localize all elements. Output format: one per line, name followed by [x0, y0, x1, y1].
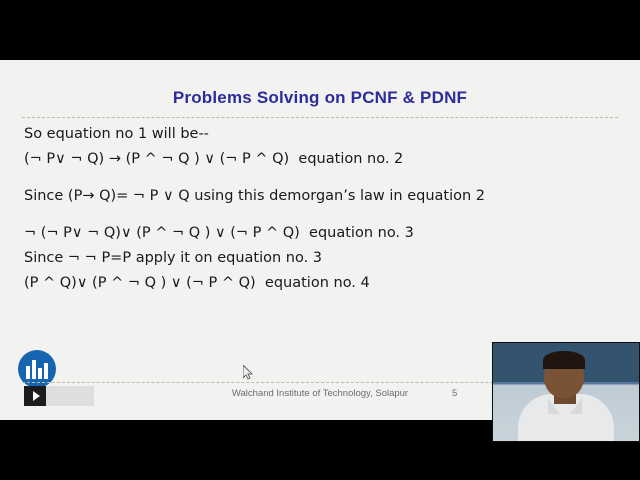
play-button[interactable]	[24, 386, 46, 406]
title-divider	[22, 117, 618, 118]
body-line: So equation no 1 will be--	[24, 126, 209, 142]
body-line: Since (P→ Q)= ¬ P ∨ Q using this demorgan’s law in equation 2	[24, 188, 486, 204]
logo-bars	[26, 359, 48, 379]
mouse-cursor	[243, 365, 253, 380]
play-icon	[33, 391, 40, 401]
player-control-bar[interactable]	[46, 386, 94, 406]
spacer	[24, 172, 624, 184]
wit-logo	[18, 350, 60, 390]
body-line: Since ¬ ¬ P=P apply it on equation no. 3	[24, 250, 323, 266]
body-line: ¬ (¬ P∨ ¬ Q)∨ (P ^ ¬ Q ) ∨ (¬ P ^ Q) equation no. 3	[24, 225, 414, 241]
body-line: (P ^ Q)∨ (P ^ ¬ Q ) ∨ (¬ P ^ Q) equation no. 4	[24, 275, 370, 291]
footer-institution: Walchand Institute of Technology, Solapur	[231, 388, 409, 399]
page-title: Problems Solving on PCNF & PDNF	[172, 88, 468, 107]
webcam-border	[492, 342, 640, 442]
slide-body	[24, 122, 624, 296]
spacer	[24, 209, 624, 221]
body-line: (¬ P∨ ¬ Q) → (P ^ ¬ Q ) ∨ (¬ P ^ Q) equation no. 2	[24, 151, 404, 167]
slide-page-number: 5	[452, 388, 458, 399]
